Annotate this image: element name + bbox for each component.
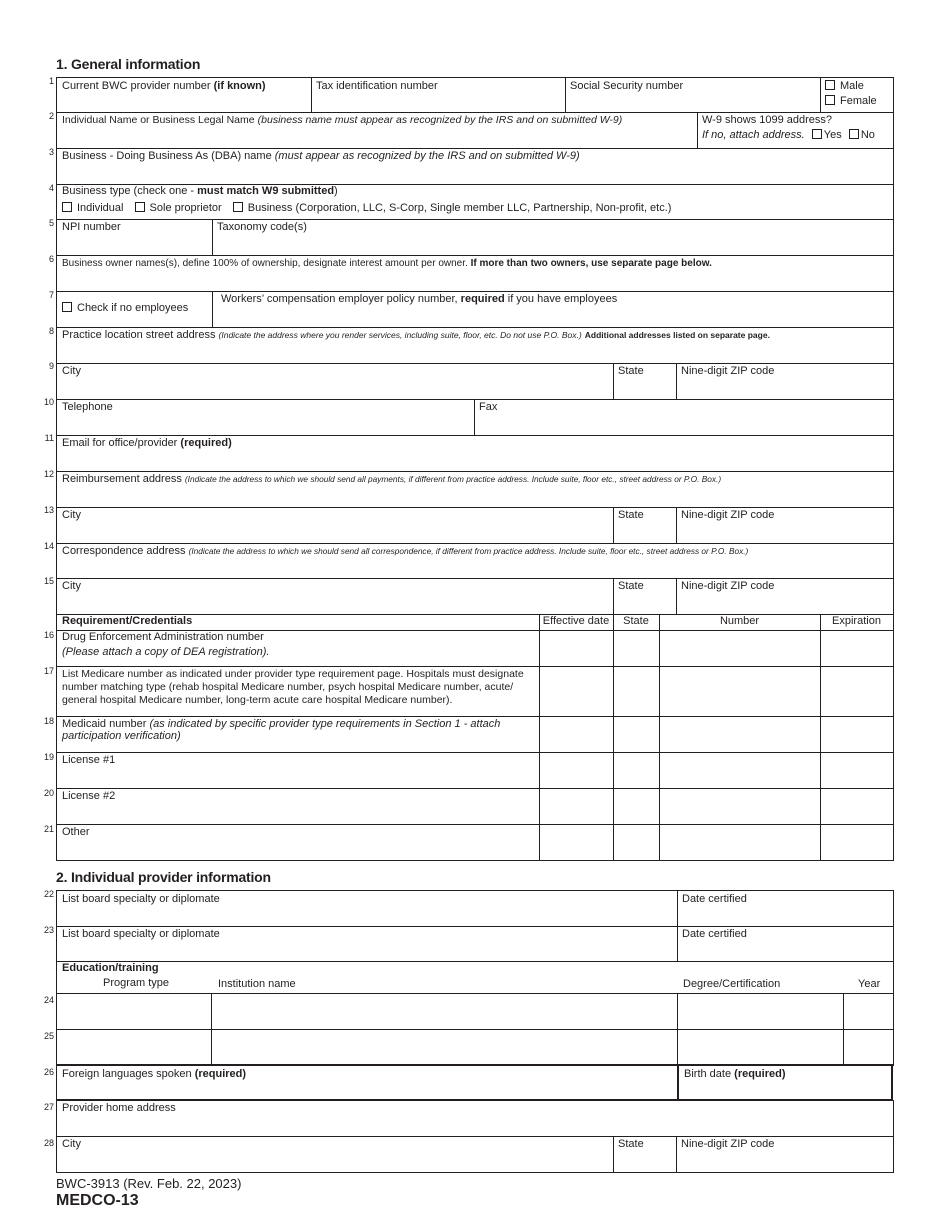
year-header: Year	[858, 978, 881, 990]
other-number[interactable]	[659, 824, 821, 861]
telephone-label: Telephone	[62, 401, 113, 413]
license-1-state[interactable]	[613, 752, 660, 789]
medicaid-label: Medicaid number	[62, 718, 147, 730]
license-2-label: License #2	[62, 790, 116, 802]
line-number: 25	[43, 1031, 54, 1041]
reimb-state-field[interactable]	[613, 507, 677, 544]
license-2-state[interactable]	[613, 788, 660, 825]
line-number: 3	[48, 147, 54, 157]
other-state[interactable]	[613, 824, 660, 861]
w9-no-label: No	[860, 129, 875, 141]
sole-proprietor-checkbox[interactable]	[135, 202, 145, 212]
other-row	[56, 824, 540, 861]
date-certified-label: Date certified	[682, 893, 747, 905]
npi-field[interactable]	[56, 219, 213, 256]
corr-zip-field[interactable]	[676, 578, 894, 615]
policy-end: if you have employees	[507, 293, 618, 305]
license-2-effective-date[interactable]	[539, 788, 614, 825]
foreign-languages-bold: (required)	[194, 1068, 247, 1080]
policy-number-field[interactable]	[212, 291, 894, 328]
home-address-field[interactable]	[56, 1100, 894, 1137]
w9-yes-checkbox[interactable]	[812, 129, 822, 139]
line-number: 17	[43, 666, 54, 676]
line-number: 23	[43, 925, 54, 935]
dea-row	[56, 630, 540, 667]
practice-label: Practice location street address	[62, 329, 216, 341]
provider-number-label: Current BWC provider number	[62, 80, 211, 92]
fax-label: Fax	[479, 401, 498, 413]
w9-no-checkbox[interactable]	[849, 129, 859, 139]
owners-field[interactable]	[56, 255, 894, 292]
no-employees-label: Check if no employees	[77, 302, 189, 314]
practice-address-field[interactable]	[56, 327, 894, 364]
tax-id-field[interactable]	[311, 77, 566, 113]
degree-header: Degree/Certification	[683, 978, 781, 990]
city-label: City	[62, 365, 81, 377]
line-number: 18	[43, 716, 54, 726]
zip-label: Nine-digit ZIP code	[681, 365, 775, 377]
reimb-zip-field[interactable]	[676, 507, 894, 544]
cred-header-expiration: Expiration	[820, 614, 894, 631]
line-number: 8	[48, 326, 54, 336]
line-number: 19	[43, 752, 54, 762]
gender-field	[820, 77, 894, 113]
license-2-expiration[interactable]	[820, 788, 894, 825]
w9-yes-label: Yes	[823, 129, 842, 141]
email-field[interactable]	[56, 435, 894, 472]
other-effective-date[interactable]	[539, 824, 614, 861]
legal-name-note: (business name must appear as recognized by the IRS and on submitted W-9)	[257, 114, 623, 126]
policy-label: Workers’ compensation employer policy number,	[221, 293, 458, 305]
section-2-title: 2. Individual provider information	[56, 869, 271, 885]
state-label: State	[618, 509, 644, 521]
practice-zip-field[interactable]	[676, 363, 894, 400]
home-zip-field[interactable]	[676, 1136, 894, 1173]
medicare-number[interactable]	[659, 666, 821, 717]
taxonomy-field[interactable]	[212, 219, 894, 256]
edu-2-year[interactable]	[843, 1029, 894, 1066]
corr-label: Correspondence address	[62, 545, 186, 557]
city-label: City	[62, 580, 81, 592]
edu-1-degree[interactable]	[677, 993, 844, 1030]
other-label: Other	[62, 826, 90, 838]
institution-name-header: Institution name	[218, 978, 296, 990]
cred-header-effective: Effective date	[539, 614, 614, 631]
line-number: 15	[43, 576, 54, 586]
line-number: 5	[48, 218, 54, 228]
ssn-label: Social Security number	[570, 80, 684, 92]
medicare-line-3: general hospital Medicare number, long-term acute care hospital Medicare number).	[62, 694, 453, 706]
taxonomy-label: Taxonomy code(s)	[217, 221, 307, 233]
reimbursement-address-field[interactable]	[56, 471, 894, 508]
line-number: 16	[43, 630, 54, 640]
medicare-state[interactable]	[613, 666, 660, 717]
home-city-field[interactable]	[56, 1136, 614, 1173]
tax-id-label: Tax identification number	[316, 80, 438, 92]
home-state-field[interactable]	[613, 1136, 677, 1173]
birth-date-field[interactable]	[677, 1064, 893, 1101]
form-number: BWC-3913 (Rev. Feb. 22, 2023)	[56, 1176, 242, 1191]
business-type-bold: must match W9 submitted	[197, 185, 335, 197]
edu-2-institution[interactable]	[211, 1029, 678, 1066]
dba-note: (must appear as recognized by the IRS and on submitted W-9)	[274, 150, 580, 162]
education-title: Education/training	[62, 962, 159, 974]
line-number: 22	[43, 889, 54, 899]
email-bold: (required)	[180, 437, 232, 449]
other-expiration[interactable]	[820, 824, 894, 861]
line-number: 1	[48, 76, 54, 86]
owners-bold: If more than two owners, use separate page below.	[470, 258, 712, 269]
date-certified-1-field[interactable]	[677, 890, 894, 927]
w9-label: W-9 shows 1099 address?	[702, 114, 833, 126]
zip-label: Nine-digit ZIP code	[681, 1138, 775, 1150]
line-number: 9	[48, 361, 54, 371]
dea-number[interactable]	[659, 630, 821, 667]
edu-1-year[interactable]	[843, 993, 894, 1030]
edu-2-program-type[interactable]	[56, 1029, 212, 1066]
home-address-label: Provider home address	[62, 1102, 176, 1114]
foreign-languages-label: Foreign languages spoken	[62, 1068, 192, 1080]
correspondence-address-field[interactable]	[56, 543, 894, 579]
medicare-expiration[interactable]	[820, 666, 894, 717]
state-label: State	[618, 365, 644, 377]
telephone-field[interactable]	[56, 399, 475, 436]
edu-1-institution[interactable]	[211, 993, 678, 1030]
male-checkbox[interactable]	[825, 80, 835, 90]
medicare-row	[56, 666, 540, 717]
line-number: 27	[43, 1102, 54, 1112]
line-number: 13	[43, 505, 54, 515]
line-number: 6	[48, 254, 54, 264]
business-checkbox[interactable]	[233, 202, 243, 212]
line-number: 14	[43, 541, 54, 551]
edu-2-degree[interactable]	[677, 1029, 844, 1066]
business-label: Business (Corporation, LLC, S-Corp, Single member LLC, Partnership, Non-profit, etc.)	[247, 202, 672, 214]
zip-label: Nine-digit ZIP code	[681, 580, 775, 592]
dba-field[interactable]	[56, 148, 894, 185]
dea-label: Drug Enforcement Administration number	[62, 631, 264, 643]
line-number: 28	[43, 1138, 54, 1148]
birth-date-label: Birth date	[684, 1068, 732, 1080]
medicare-line-1: List Medicare number as indicated under provider type requirement page. Hospitals must designate	[62, 668, 524, 680]
license-1-expiration[interactable]	[820, 752, 894, 789]
license-2-number[interactable]	[659, 788, 821, 825]
business-type-field	[56, 184, 894, 220]
practice-city-field[interactable]	[56, 363, 614, 400]
cred-header-requirement: Requirement/Credentials	[56, 614, 540, 631]
line-number: 20	[43, 788, 54, 798]
medicaid-number[interactable]	[659, 716, 821, 753]
medicare-line-2: number matching type (rehab hospital Medicare number, psych hospital Medicare number, acute/	[62, 681, 514, 693]
legal-name-field[interactable]	[56, 112, 698, 149]
license-1-row	[56, 752, 540, 789]
line-number: 12	[43, 469, 54, 479]
dea-state[interactable]	[613, 630, 660, 667]
birth-date-bold: (required)	[734, 1068, 786, 1080]
medicaid-effective-date[interactable]	[539, 716, 614, 753]
medicaid-note-1: (as indicated by specific provider type requirements in Section 1 - attach	[149, 718, 501, 730]
male-label: Male	[840, 80, 864, 92]
license-1-effective-date[interactable]	[539, 752, 614, 789]
cred-header-number: Number	[659, 614, 821, 631]
edu-1-program-type[interactable]	[56, 993, 212, 1030]
sole-proprietor-label: Sole proprietor	[149, 202, 222, 214]
reimb-label: Reimbursement address	[62, 473, 182, 485]
no-employees-field	[56, 291, 213, 328]
section-1-title: 1. General information	[56, 56, 201, 72]
email-label: Email for office/provider	[62, 437, 178, 449]
state-label: State	[618, 580, 644, 592]
city-label: City	[62, 1138, 81, 1150]
corr-note: (Indicate the address to which we should send all correspondence, if different from practice address. Include suite, floor etc., street address or P.O. Box.)	[188, 546, 749, 556]
legal-name-label: Individual Name or Business Legal Name	[62, 114, 255, 126]
line-number: 11	[44, 433, 54, 443]
female-label: Female	[840, 95, 877, 107]
corr-state-field[interactable]	[613, 578, 677, 615]
fax-field[interactable]	[474, 399, 894, 436]
practice-bold: Additional addresses listed on separate page.	[584, 330, 770, 340]
line-number: 24	[43, 995, 54, 1005]
medicaid-row	[56, 716, 540, 753]
cred-header-state: State	[613, 614, 660, 631]
dba-label: Business - Doing Business As (DBA) name	[62, 150, 272, 162]
reimb-note: (Indicate the address to which we should send all payments, if different from practice address. Include suite, floor etc., street address or P.O. Box.)	[184, 474, 722, 484]
no-employees-checkbox[interactable]	[62, 302, 72, 312]
business-type-label: Business type (check one -	[62, 185, 195, 197]
medicare-effective-date[interactable]	[539, 666, 614, 717]
practice-note: (Indicate the address where you render services, including suite, floor, etc. Do not use P.O. Box.)	[218, 330, 582, 340]
board-specialty-label: List board specialty or diplomate	[62, 928, 220, 940]
dea-effective-date[interactable]	[539, 630, 614, 667]
line-number: 21	[43, 824, 54, 834]
business-type-end: )	[334, 185, 338, 197]
npi-label: NPI number	[62, 221, 121, 233]
line-number: 2	[48, 111, 54, 121]
date-certified-label: Date certified	[682, 928, 747, 940]
provider-number-bold: (if known)	[213, 80, 266, 92]
medicaid-note-2: participation verification)	[62, 730, 181, 742]
date-certified-2-field[interactable]	[677, 926, 894, 962]
license-1-label: License #1	[62, 754, 116, 766]
individual-label: Individual	[77, 202, 124, 214]
city-label: City	[62, 509, 81, 521]
state-label: State	[618, 1138, 644, 1150]
line-number: 4	[48, 183, 54, 193]
line-number: 7	[48, 290, 54, 300]
program-type-header: Program type	[103, 977, 170, 989]
foreign-languages-field[interactable]	[56, 1064, 678, 1101]
form-code: MEDCO-13	[56, 1192, 139, 1209]
practice-state-field[interactable]	[613, 363, 677, 400]
w9-note: If no, attach address.	[702, 129, 805, 141]
owners-label: Business owner names(s), define 100% of ownership, designate interest amount per owner.	[62, 258, 468, 269]
board-specialty-1-field[interactable]	[56, 890, 678, 927]
line-number: 10	[43, 397, 54, 407]
provider-number-field[interactable]	[56, 77, 312, 113]
board-specialty-label: List board specialty or diplomate	[62, 893, 220, 905]
female-checkbox[interactable]	[825, 95, 835, 105]
medicaid-expiration[interactable]	[820, 716, 894, 753]
reimb-city-field[interactable]	[56, 507, 614, 544]
board-specialty-2-field[interactable]	[56, 926, 678, 962]
license-1-number[interactable]	[659, 752, 821, 789]
policy-bold: required	[460, 293, 505, 305]
dea-note: (Please attach a copy of DEA registration).	[62, 646, 270, 658]
w9-field	[697, 112, 894, 149]
line-number: 26	[43, 1067, 54, 1077]
medicaid-state[interactable]	[613, 716, 660, 753]
individual-checkbox[interactable]	[62, 202, 72, 212]
dea-expiration[interactable]	[820, 630, 894, 667]
license-2-row	[56, 788, 540, 825]
ssn-field[interactable]	[565, 77, 821, 113]
corr-city-field[interactable]	[56, 578, 614, 615]
zip-label: Nine-digit ZIP code	[681, 509, 775, 521]
